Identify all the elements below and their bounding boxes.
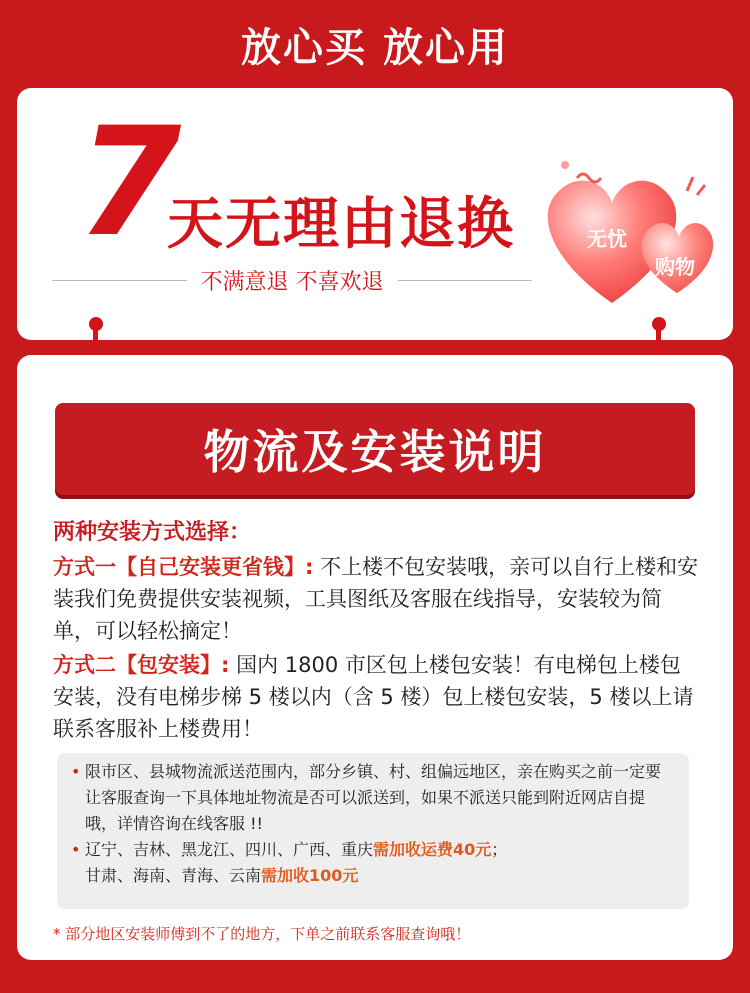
return-policy-card (17, 88, 733, 340)
method-two-label: 方式二【包安装】: (53, 653, 230, 677)
return-policy-subtitle: 不满意退 不喜欢退 (200, 269, 384, 295)
method-one-paragraph (53, 551, 699, 647)
delivery-notes-box (57, 753, 689, 909)
bullet-icon: • (71, 762, 81, 781)
heart-label-worry-free: 无忧 (587, 227, 627, 251)
hearts-icon (537, 143, 717, 313)
heart-label-shopping: 购物 (655, 255, 695, 279)
note-delivery-range-text: 限市区、县城物流派送范围内，部分乡镇、村、组偏远地区，亲在购买之前一定要让客服查询一下具体地址物流是否可以派送到，如果不派送只能到附近网店自提哦，详情咨询在线客服 !! (85, 762, 662, 833)
page-title: 放心买 放心用 (241, 24, 509, 71)
method-two-paragraph (53, 649, 699, 745)
divider-line (398, 280, 533, 281)
note-fee-regions-2: 甘肃、海南、青海、云南 (85, 866, 262, 885)
pin-head-left-top (89, 317, 103, 331)
return-policy-title: 天无理由退换 (167, 192, 515, 257)
divider-line (52, 280, 187, 281)
note-separator: ； (491, 840, 508, 859)
note-extra-fee (71, 837, 675, 889)
seven-days-number: 7 (77, 96, 182, 270)
hearts-illustration (537, 143, 717, 313)
logistics-info-card (17, 355, 733, 960)
install-methods-heading: 两种安装方式选择： (53, 520, 252, 545)
return-policy-subtitle-row (52, 260, 532, 300)
pin-head-right-top (652, 317, 666, 331)
method-one-text: 不上楼不包安装哦，亲可以自行上楼和安装我们免费提供安装视频，工具图纸及客服在线指导，安装较为简单，可以轻松摘定！ (53, 555, 699, 643)
installer-footnote: * 部分地区安装师傅到不了的地方，下单之前联系客服查询哦！ (53, 925, 471, 943)
bullet-icon: • (71, 840, 81, 859)
method-one-label: 方式一【自己安装更省钱】: (53, 555, 314, 579)
logistics-banner-title: 物流及安装说明 (55, 403, 695, 495)
note-fee-amount-2: 需加收100元 (261, 866, 359, 885)
note-fee-regions-1: 辽宁、吉林、黑龙江、四川、广西、重庆 (85, 840, 374, 859)
note-fee-amount-1: 需加收运费40元 (373, 840, 492, 859)
method-two-text: 国内 1800 市区包上楼包安装！有电梯包上楼包安装，没有电梯步梯 5 楼以内（含 5 楼）包上楼包安装，5 楼以上请联系客服补上楼费用！ (53, 653, 694, 741)
note-delivery-range (71, 759, 675, 837)
